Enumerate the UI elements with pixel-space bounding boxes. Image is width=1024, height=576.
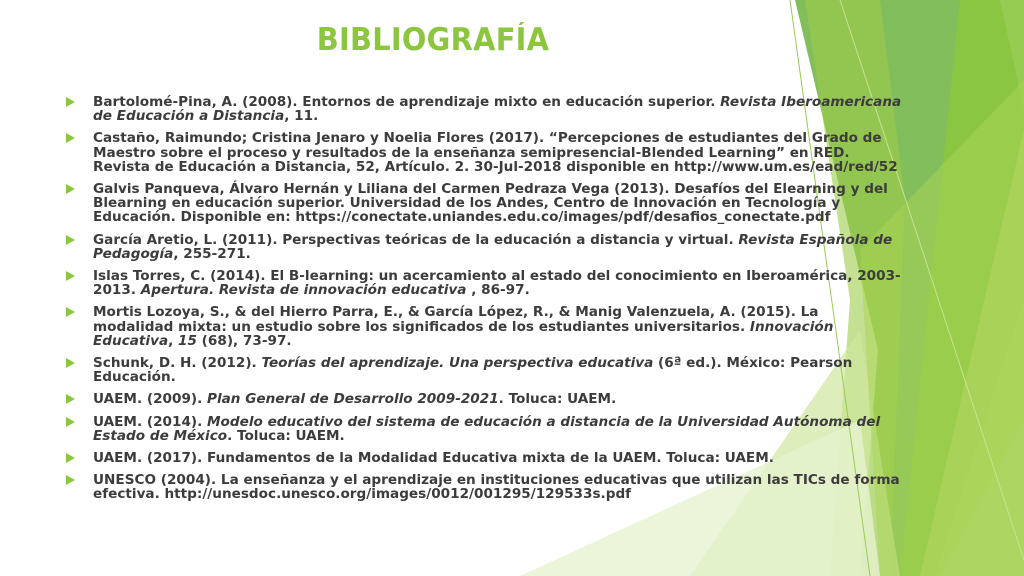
reference-item	[63, 356, 903, 384]
reference-text: . Toluca: UAEM.	[498, 391, 617, 408]
reference-item	[63, 269, 903, 297]
triangle-right-icon	[66, 453, 75, 463]
reference-item	[63, 305, 903, 348]
triangle-right-icon	[66, 184, 75, 194]
reference-text: Galvis Panqueva, Álvaro Hernán y Liliana del Carmen Pedraza Vega (2013). Desafíos del Elearning y del Blearning en educación superior. Universidad de los Andes, Centro de Innovación en Tecnología y Educación. Disponible en: https://conectate.uniandes.edu.co/images/pdf/desafios_conectate.pdf	[93, 181, 888, 226]
reference-text: UNESCO (2004). La enseñanza y el aprendizaje en instituciones educativas que utilizan las TICs de forma efectiva. http://unesdoc.unesco.org/images/0012/001295/129533s.pdf	[93, 472, 900, 503]
reference-text: Mortis Lozoya, S., & del Hierro Parra, E., & García López, R., & Manig Valenzuela, A. (2015). La modalidad mixta: un estudio sobre los significados de los estudiantes universitarios.	[93, 304, 819, 335]
bibliography-list	[63, 95, 903, 510]
reference-italic-text: Modelo educativo del sistema de educación a distancia de la Universidad Autónoma del Estado de México	[93, 413, 881, 444]
reference-italic-text: Plan General de Desarrollo 2009-2021	[207, 391, 499, 408]
page-title: BIBLIOGRAFÍA	[316, 22, 550, 58]
reference-text: Castaño, Raimundo; Cristina Jenaro y Noelia Flores (2017). “Percepciones de estudiantes del Grado de Maestro sobre el proceso y resultados de la enseñanza semipresencial-Blended Learning” en RED. Revista de Educación a Distancia, 52, Artículo. 2. 30-Jul-2018 disponible en http://www.um.es/ead/red/52	[93, 130, 898, 175]
reference-item	[63, 451, 903, 465]
triangle-right-icon	[66, 271, 75, 281]
reference-text: UAEM. (2014).	[93, 413, 208, 430]
reference-italic-text: Teorías del aprendizaje. Una perspectiva educativa	[261, 355, 654, 372]
reference-italic-text: Apertura. Revista de innovación educativa	[140, 282, 467, 299]
triangle-right-icon	[66, 97, 75, 107]
reference-text: Bartolomé-Pina, A. (2008). Entornos de aprendizaje mixto en educación superior.	[93, 94, 721, 110]
triangle-right-icon	[66, 475, 75, 485]
reference-item	[63, 131, 903, 174]
triangle-right-icon	[66, 394, 75, 404]
reference-text: . Toluca: UAEM.	[227, 427, 345, 444]
reference-italic-text: Innovación Educativa	[93, 318, 834, 349]
reference-text: Islas Torres, C. (2014). El B-learning: un acercamiento al estado del conocimiento en Iberoamérica, 2003-2013.	[93, 268, 901, 299]
reference-text: Schunk, D. H. (2012).	[93, 355, 262, 372]
reference-item	[63, 95, 903, 123]
reference-italic-text: Revista Española de Pedagogía	[93, 231, 893, 262]
triangle-right-icon	[66, 235, 75, 245]
reference-text: , 86-97.	[466, 282, 530, 299]
reference-text: (6ª ed.). México: Pearson Educación.	[93, 355, 853, 386]
triangle-right-icon	[66, 307, 75, 317]
reference-item	[63, 233, 903, 261]
reference-item	[63, 392, 903, 406]
reference-italic-text: 15	[178, 332, 197, 349]
reference-text: UAEM. (2009).	[93, 391, 208, 408]
reference-item	[63, 415, 903, 443]
reference-text: UAEM. (2017). Fundamentos de la Modalidad Educativa mixta de la UAEM. Toluca: UAEM.	[93, 450, 774, 467]
reference-text: ,	[168, 332, 179, 349]
triangle-right-icon	[66, 417, 75, 427]
triangle-right-icon	[66, 133, 75, 143]
reference-text: (68), 73-97.	[196, 332, 292, 349]
reference-item	[63, 182, 903, 225]
triangle-right-icon	[66, 358, 75, 368]
reference-italic-text: Revista Iberoamericana de Educación a Distancia	[93, 94, 902, 125]
reference-text: , 11.	[284, 108, 319, 125]
reference-text: , 255-271.	[173, 245, 251, 262]
reference-text: García Aretio, L. (2011). Perspectivas teóricas de la educación a distancia y virtual.	[93, 231, 739, 248]
reference-item	[63, 473, 903, 501]
